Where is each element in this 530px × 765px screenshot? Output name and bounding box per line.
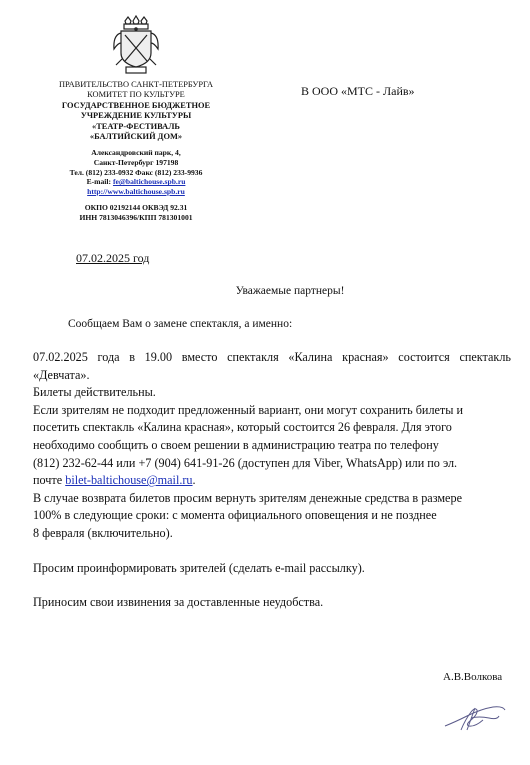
letter-body — [33, 349, 511, 612]
handwritten-signature — [441, 700, 511, 734]
institution-line-2: УЧРЕЖДЕНИЕ КУЛЬТУРЫ — [80, 111, 192, 121]
body-p3-line5 — [33, 472, 511, 490]
email-label: E-mail: — [86, 177, 113, 187]
address-line-1: Александровский парк, 4, — [91, 148, 181, 158]
body-p4-line3: 8 февраля (включительно). — [33, 525, 173, 540]
spacer — [33, 543, 511, 560]
institution-line-3: «ТЕАТР-ФЕСТИВАЛЬ — [92, 121, 180, 131]
address-line-2: Санкт-Петербург 197198 — [93, 158, 179, 168]
email-prefix: почте — [33, 473, 66, 488]
body-p6: Приносим свои извинения за доставленные неудобства. — [33, 595, 324, 610]
letter-date: 07.02.2025 год — [76, 251, 150, 265]
body-p3-line1: Если зрителям не подходит предложенный вариант, они могут сохранить билеты и — [33, 402, 464, 417]
phone-line: Тел. (812) 233-0932 Факс (812) 233-9936 — [69, 167, 203, 177]
letterhead — [40, 80, 232, 223]
website-link[interactable]: http://www.baltichouse.spb.ru — [87, 186, 185, 196]
contact-block — [40, 148, 232, 196]
signatory-name: А.В.Волкова — [443, 671, 503, 683]
tickets-email-link[interactable]: bilet-baltichouse@mail.ru — [65, 473, 193, 488]
codes-line-1: ОКПО 02192144 ОКВЭД 92.31 — [84, 203, 188, 213]
body-p3-line2: посетить спектакль «Калина красная», который состоится 26 февраля. Для этого — [33, 420, 452, 435]
header-email-link[interactable]: fe@baltichouse.spb.ru — [112, 177, 186, 187]
body-p3-line4: (812) 232-62-44 или +7 (904) 641-91-26 (доступен для Viber, WhatsApp) или по эл. — [33, 455, 458, 470]
institution-line-4: «БАЛТИЙСКИЙ ДОМ» — [89, 132, 183, 142]
registration-codes — [40, 203, 232, 222]
codes-line-2: ИНН 7813046396/КПП 781301001 — [79, 213, 193, 222]
email-suffix: . — [192, 473, 196, 488]
email-line — [40, 177, 232, 187]
intro-line: Сообщаем Вам о замене спектакля, а именно: — [68, 318, 293, 330]
body-p5: Просим проинформировать зрителей (сделать e-mail рассылку). — [33, 560, 365, 575]
body-p3-line3: необходимо сообщить о своем решении в администрацию театра по телефону — [33, 437, 439, 452]
government-line: ПРАВИТЕЛЬСТВО САНКТ-ПЕТЕРБУРГА — [58, 80, 214, 89]
institution-line-1: ГОСУДАРСТВЕННОЕ БЮДЖЕТНОЕ — [61, 100, 211, 110]
saint-petersburg-coat-of-arms-icon — [111, 15, 161, 77]
website-line — [40, 187, 232, 197]
recipient: В ООО «МТС - Лайв» — [301, 84, 415, 98]
body-p4-line1: В случае возврата билетов просим вернуть зрителям денежные средства в размере — [33, 490, 462, 505]
body-p4-line2: 100% в следующие сроки: с момента официального оповещения и не позднее — [33, 508, 437, 523]
body-p2: Билеты действительны. — [33, 385, 156, 400]
body-p1-line1: 07.02.2025 года в 19.00 вместо спектакля «Калина красная» состоится спектакль — [33, 350, 511, 364]
spacer — [33, 577, 511, 594]
body-p1-line2: «Девчата». — [33, 367, 90, 382]
committee-line: КОМИТЕТ ПО КУЛЬТУРЕ — [87, 90, 185, 100]
salutation: Уважаемые партнеры! — [235, 285, 345, 297]
